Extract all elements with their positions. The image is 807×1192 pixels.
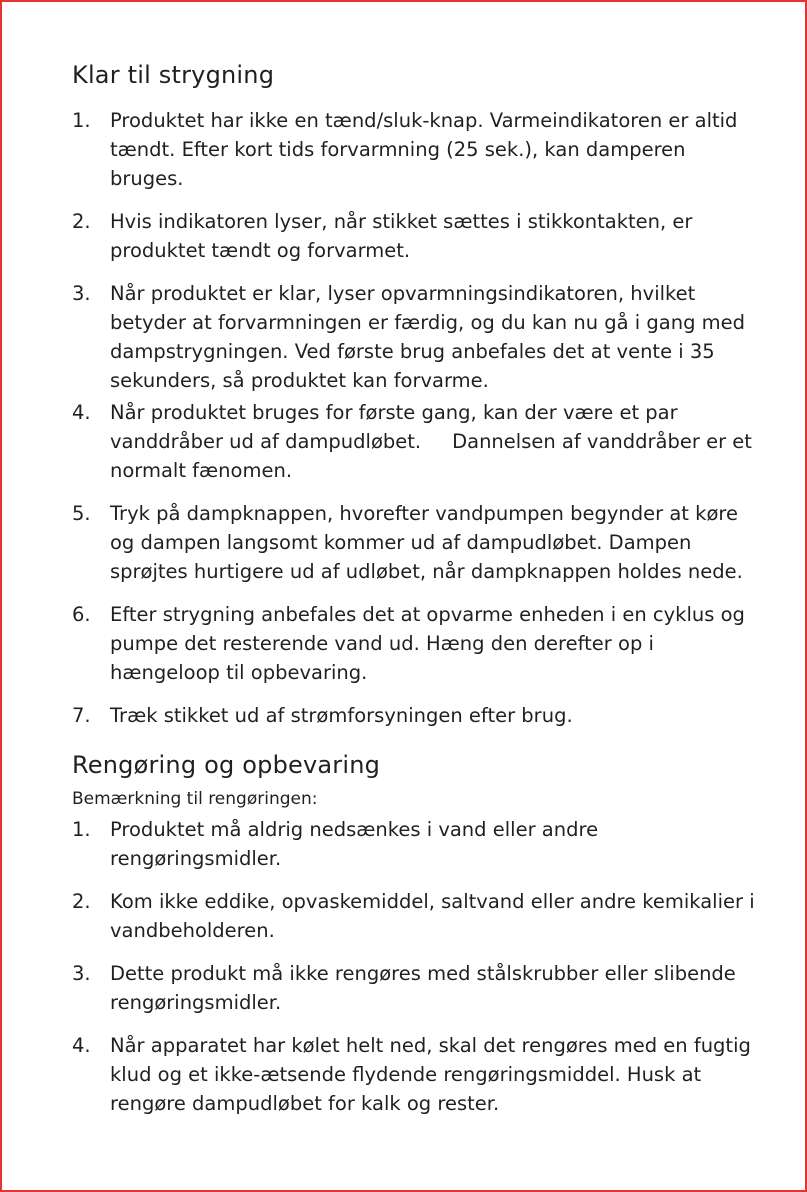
list-item xyxy=(72,398,762,485)
item-number: 2. xyxy=(72,210,91,233)
list-item xyxy=(72,279,762,395)
list-item xyxy=(72,1031,762,1118)
item-number: 1. xyxy=(72,818,91,841)
item-text: Træk stikket ud af strømforsyningen efter brug. xyxy=(110,704,573,727)
list-item xyxy=(72,815,762,873)
item-text: Dette produkt må ikke rengøres med stålskrubber eller slibende rengøringsmidler. xyxy=(110,962,736,1014)
item-text: Produktet må aldrig nedsænkes i vand eller andre rengøringsmidler. xyxy=(110,818,599,870)
item-text: Når produktet bruges for første gang, kan der være et par vanddråber ud af dampudløbet. Dannelsen af vanddråber er et normalt fænomen. xyxy=(110,401,759,482)
item-number: 4. xyxy=(72,401,91,424)
list-item xyxy=(72,499,762,586)
item-text: Når apparatet har kølet helt ned, skal det rengøres med en fugtig klud og et ikke-ætsende flydende rengøringsmiddel. Husk at rengøre dampudløbet for kalk og rester. xyxy=(110,1034,751,1115)
item-text: Kom ikke eddike, opvaskemiddel, saltvand eller andre kemikalier i vandbeholderen. xyxy=(110,890,755,942)
item-number: 6. xyxy=(72,603,91,626)
item-number: 4. xyxy=(72,1034,91,1057)
item-number: 1. xyxy=(72,109,91,132)
list-item xyxy=(72,600,762,687)
cleaning-steps-list xyxy=(72,815,762,1118)
item-text: Hvis indikatoren lyser, når stikket sættes i stikkontakten, er produktet tændt og forvarmet. xyxy=(110,210,693,262)
item-number: 3. xyxy=(72,282,91,305)
item-number: 7. xyxy=(72,704,91,727)
item-text: Efter strygning anbefales det at opvarme enheden i en cyklus og pumpe det resterende vand ud. Hæng den derefter op i hængeloop til opbevaring. xyxy=(110,603,745,684)
item-number: 2. xyxy=(72,890,91,913)
item-text: Produktet har ikke en tænd/sluk-knap. Varmeindikatoren er altid tændt. Efter kort tids forvarmning (25 sek.), kan damperen bruges. xyxy=(110,109,738,190)
page-content xyxy=(72,58,762,1132)
section-title-ironing: Klar til strygning xyxy=(72,61,275,89)
item-text: Når produktet er klar, lyser opvarmningsindikatoren, hvilket betyder at forvarmningen er færdig, og du kan nu gå i gang med dampstrygningen. Ved første brug anbefales det at vente i 35 sekunders, så produktet kan forvarme. xyxy=(110,282,746,392)
section-title-cleaning: Rengøring og opbevaring xyxy=(72,751,381,779)
cleaning-note: Bemærkning til rengøringen: xyxy=(72,789,318,809)
item-number: 5. xyxy=(72,502,91,525)
item-number: 3. xyxy=(72,962,91,985)
list-item xyxy=(72,106,762,193)
list-item xyxy=(72,959,762,1017)
ironing-steps-list xyxy=(72,106,762,730)
list-item xyxy=(72,207,762,265)
item-text: Tryk på dampknappen, hvorefter vandpumpen begynder at køre og dampen langsomt kommer ud af dampudløbet. Dampen sprøjtes hurtigere ud af udløbet, når dampknappen holdes nede. xyxy=(110,502,743,583)
list-item xyxy=(72,887,762,945)
list-item xyxy=(72,701,762,730)
